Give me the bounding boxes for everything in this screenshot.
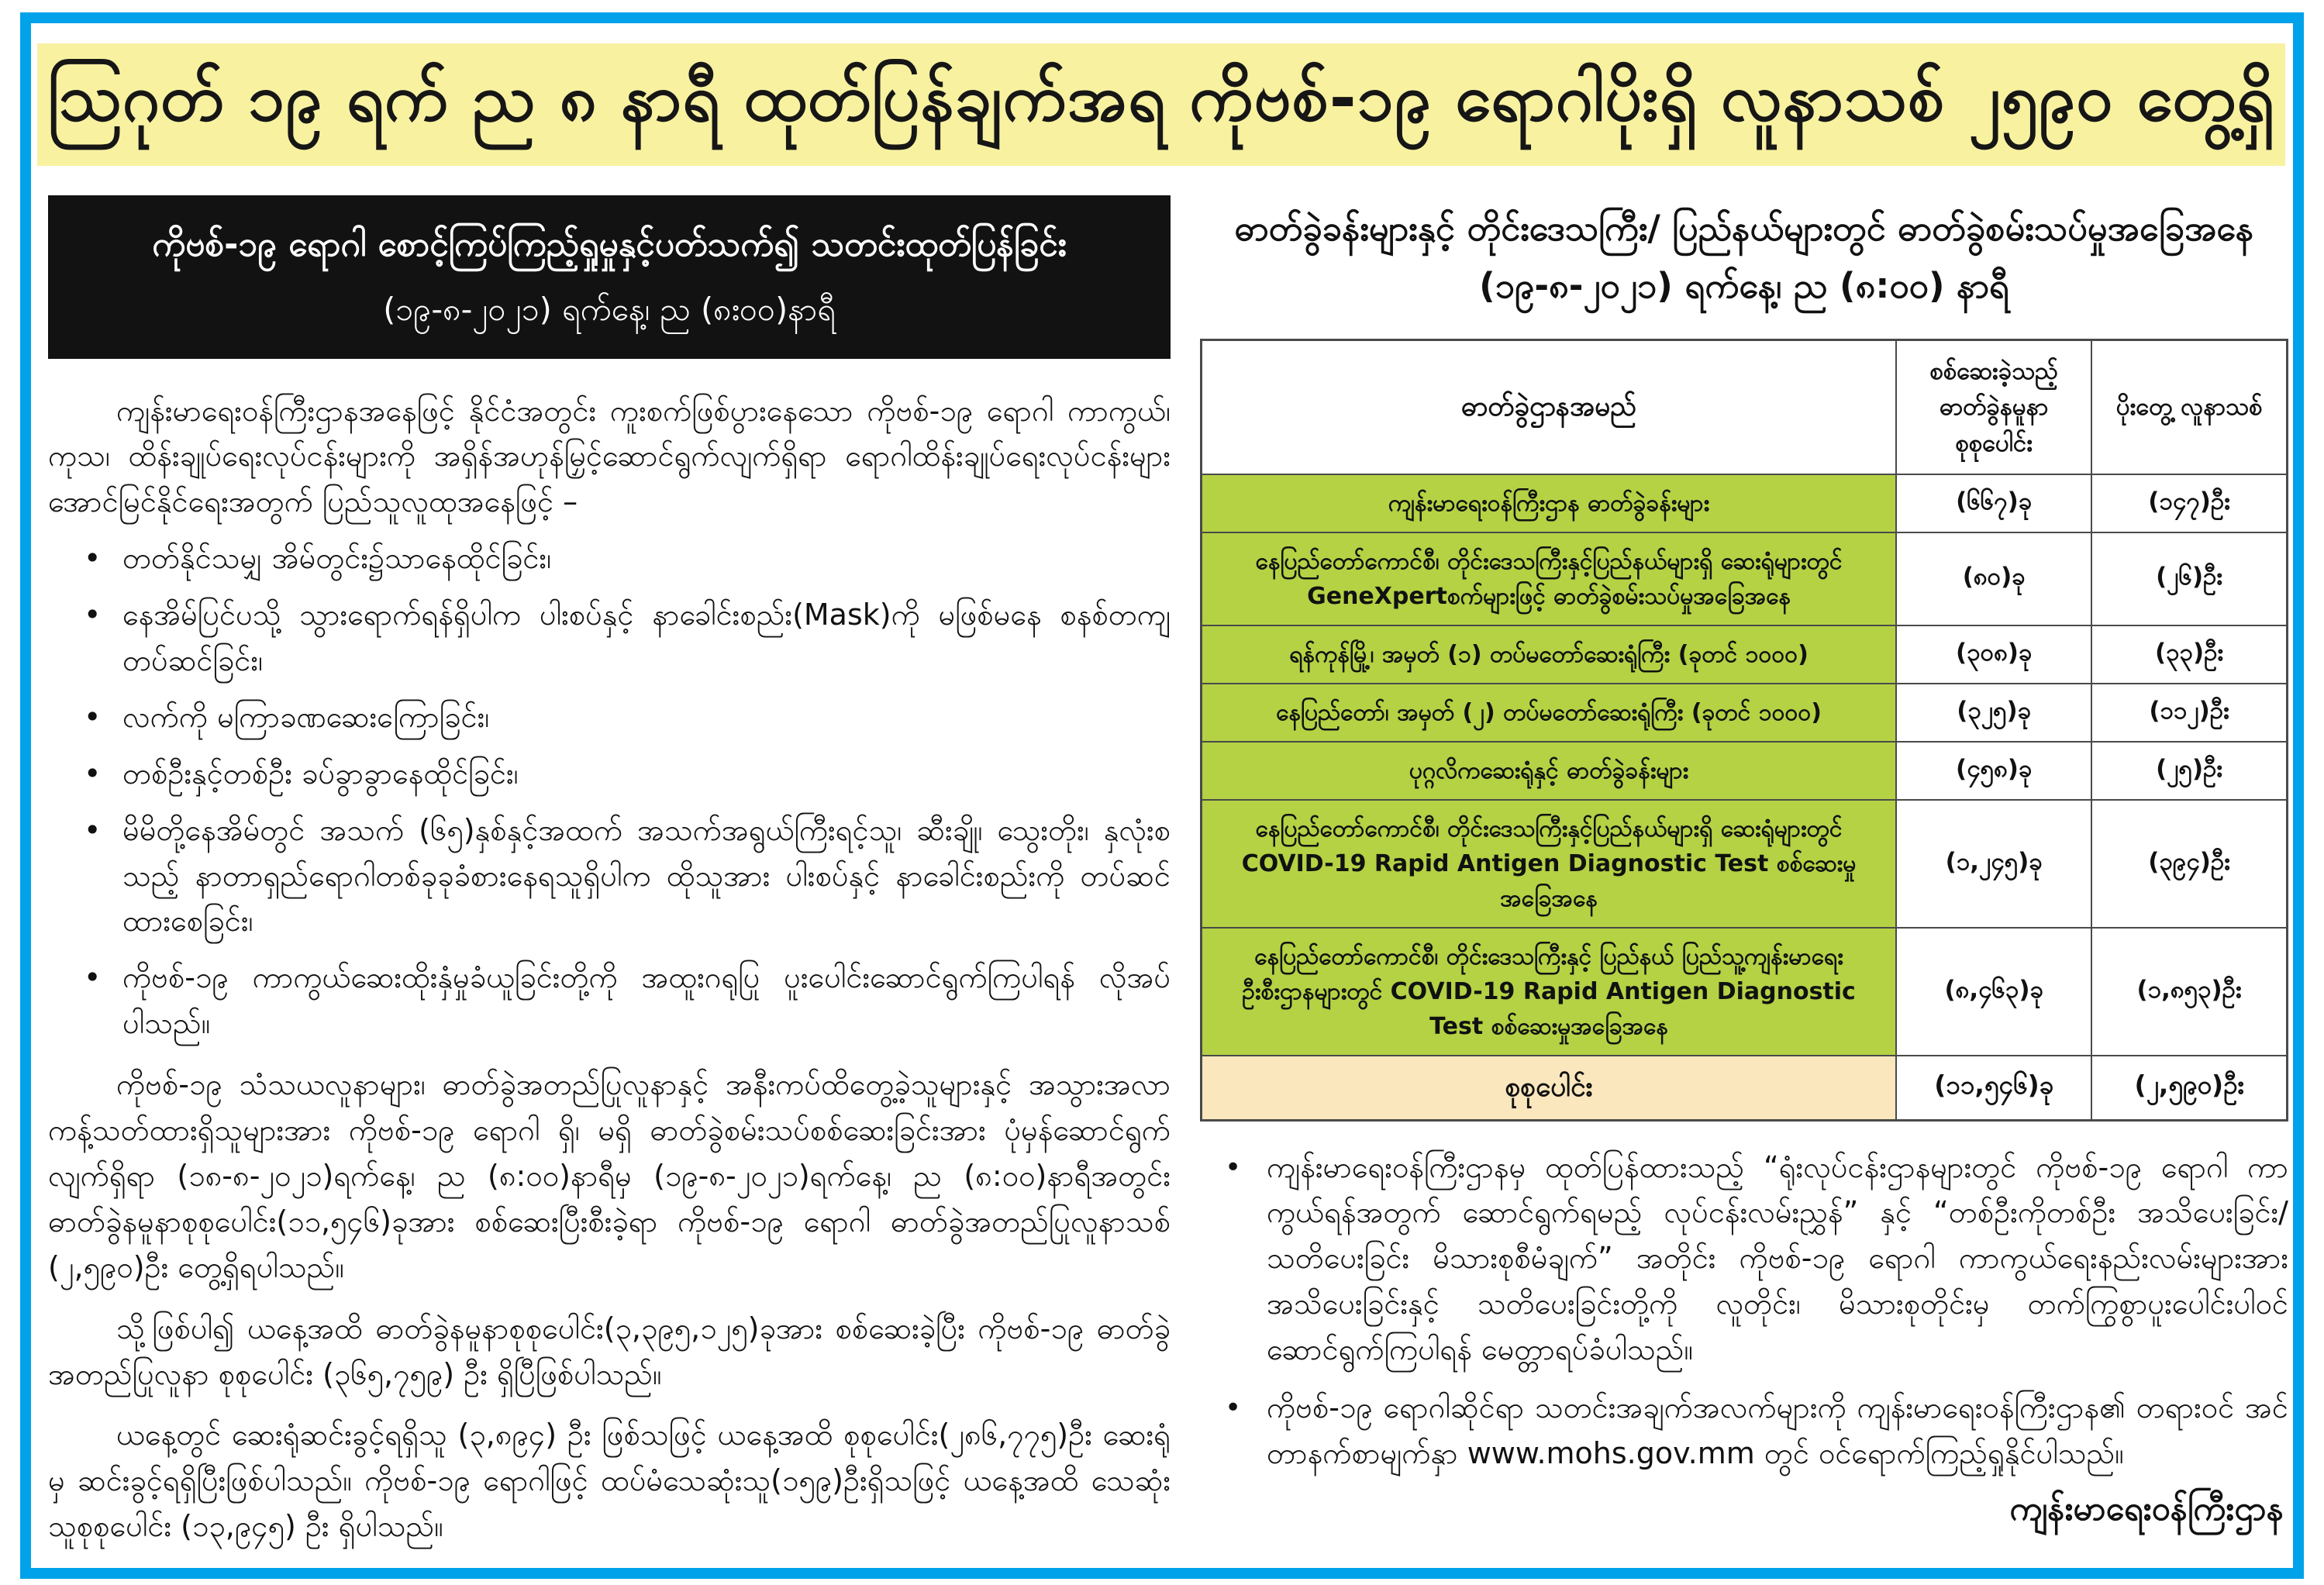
notes-list xyxy=(1200,1145,2288,1476)
samples-cell: (၃၂၅)ခု xyxy=(1896,684,2091,742)
right-column xyxy=(1200,200,2288,1536)
table-header-row xyxy=(1202,339,2288,474)
precaution-item: • ကိုဗစ်-၁၉ ကာကွယ်ဆေးထိုးနှံမှုခံယူခြင်းတို့ကို အထူးဂရုပြု ပူးပေါင်းဆောင်ရွက်ကြပါရန် လိုအပ်ပါသည်။ xyxy=(48,955,1171,1046)
table-title xyxy=(1200,200,2288,315)
samples-cell: (၆၆၇)ခု xyxy=(1896,474,2091,532)
precaution-item: • တစ်ဦးနှင့်တစ်ဦး ခပ်ခွာခွာနေထိုင်ခြင်း၊ xyxy=(48,751,1171,797)
total-samples-cell: (၁၁,၅၄၆)ခု xyxy=(1896,1056,2091,1120)
new-cases-cell: (၂၆)ဦး xyxy=(2091,532,2287,625)
precaution-item: • နေအိမ်ပြင်ပသို့ သွားရောက်ရန်ရှိပါက ပါးစပ်နှင့် နာခေါင်းစည်း(Mask)ကို မဖြစ်မနေ စနစ်တကျ တပ်ဆင်ခြင်း၊ xyxy=(48,592,1171,684)
table-row xyxy=(1202,684,2288,742)
precaution-item: • မိမိတို့နေအိမ်တွင် အသက် (၆၅)နှစ်နှင့်အထက် အသက်အရွယ်ကြီးရင့်သူ၊ ဆီးချို၊ သွေးတိုး၊ နှလုံးစသည့် နာတာရှည်ရောဂါတစ်ခုခုခံစားနေရသူရှိပါက ထိုသူအား ပါးစပ်နှင့် နာခေါင်းစည်းကို တပ်ဆင်ထားစေခြင်း၊ xyxy=(48,808,1171,945)
column-header-lab-name: ဓာတ်ခွဲဌာနအမည် xyxy=(1202,339,1897,474)
column-header-new-positive-cases: ပိုးတွေ့ လူနာသစ် xyxy=(2091,339,2287,474)
lab-name-cell: ရန်ကုန်မြို့၊ အမှတ် (၁) တပ်မတော်ဆေးရုံကြီး (ခုတင် ၁၀၀၀) xyxy=(1202,625,1897,684)
total-label-cell: စုစုပေါင်း xyxy=(1202,1056,1897,1120)
lab-name-cell: နေပြည်တော်၊ အမှတ် (၂) တပ်မတော်ဆေးရုံကြီး (ခုတင် ၁၀၀၀) xyxy=(1202,684,1897,742)
samples-cell: (၁,၂၄၅)ခု xyxy=(1896,800,2091,928)
intro-paragraph: ကျန်းမာရေးဝန်ကြီးဌာနအနေဖြင့် နိုင်ငံအတွင်း ကူးစက်ဖြစ်ပွားနေသော ကိုဗစ်-၁၉ ရောဂါ ကာကွယ်၊ ကုသ၊ ထိန်းချုပ်ရေးလုပ်ငန်းများကို အရှိန်အဟုန်မြှင့်ဆောင်ရွက်လျက်ရှိရာ ရောဂါထိန်းချုပ်ရေးလုပ်ငန်းများ အောင်မြင်နိုင်ရေးအတွက် ပြည်သူလူထုအနေဖြင့် – xyxy=(48,393,1171,519)
new-cases-cell: (၃၉၄)ဦး xyxy=(2091,800,2287,928)
precaution-item: • တတ်နိုင်သမျှ အိမ်တွင်း၌သာနေထိုင်ခြင်း၊ xyxy=(48,536,1171,581)
table-title-line1: ဓာတ်ခွဲခန်းများနှင့် တိုင်းဒေသကြီး/ ပြည်နယ်များတွင် ဓာတ်ခွဲစမ်းသပ်မှုအခြေအနေ xyxy=(1234,208,2254,249)
left-column xyxy=(48,195,1171,1549)
headline-text: ဩဂုတ် ၁၉ ရက် ည ၈ နာရီ ထုတ်ပြန်ချက်အရ ကိုဗစ်-၁၉ ရောဂါပိုးရှိ လူနာသစ် ၂၅၉၀ တွေ့ရှိ xyxy=(47,60,2275,136)
lab-name-cell: နေပြည်တော်ကောင်စီ၊ တိုင်းဒေသကြီးနှင့်ပြည်နယ်များရှိ ဆေးရုံများတွင် COVID-19 Rapid Antigen Diagnostic Test စစ်ဆေးမှုအခြေအနေ xyxy=(1202,800,1897,928)
table-row xyxy=(1202,474,2288,532)
total-new-cases-cell: (၂,၅၉၀)ဦး xyxy=(2091,1056,2287,1120)
table-total-row xyxy=(1202,1056,2288,1120)
table-row xyxy=(1202,625,2288,684)
precaution-list xyxy=(48,536,1171,1046)
new-cases-cell: (၂၅)ဦး xyxy=(2091,742,2287,800)
press-release-title: ကိုဗစ်-၁၉ ရောဂါ စောင့်ကြပ်ကြည့်ရှုမှုနှင့်ပတ်သက်၍ သတင်းထုတ်ပြန်ခြင်း xyxy=(152,225,1067,264)
signature: ကျန်းမာရေးဝန်ကြီးဌာန xyxy=(2009,1489,2284,1528)
lab-name-cell: ကျန်းမာရေးဝန်ကြီးဌာန ဓာတ်ခွဲခန်းများ xyxy=(1202,474,1897,532)
new-cases-cell: (၁၄၇)ဦး xyxy=(2091,474,2287,532)
precaution-item: • လက်ကို မကြာခဏဆေးကြောခြင်း၊ xyxy=(48,694,1171,740)
headline-banner xyxy=(37,43,2285,166)
lab-name-cell: နေပြည်တော်ကောင်စီ၊ တိုင်းဒေသကြီးနှင့်ပြည်နယ်များရှိ ဆေးရုံများတွင် GeneXpertစက်များဖြင့် ဓာတ်ခွဲစမ်းသပ်မှုအခြေအနေ xyxy=(1202,532,1897,625)
cumulative-testing-paragraph: သို့ဖြစ်ပါ၍ ယနေ့အထိ ဓာတ်ခွဲနမူနာစုစုပေါင်း(၃,၃၉၅,၁၂၅)ခုအား စစ်ဆေးခဲ့ပြီး ကိုဗစ်-၁၉ ဓာတ်ခွဲ အတည်ပြုလူနာ စုစုပေါင်း (၃၆၅,၇၅၉) ဦး ရှိပြီဖြစ်ပါသည်။ xyxy=(48,1311,1171,1391)
lab-name-cell: နေပြည်တော်ကောင်စီ၊ တိုင်းဒေသကြီးနှင့် ပြည်နယ် ပြည်သူ့ကျန်းမာရေးဦးစီးဌာနများတွင် COVID-19 Rapid Antigen Diagnostic Test စစ်ဆေးမှုအခြေအနေ xyxy=(1202,928,1897,1056)
new-cases-cell: (၁၁၂)ဦး xyxy=(2091,684,2287,742)
press-release-title-box xyxy=(48,195,1171,359)
press-release-datetime: (၁၉-၈-၂၀၂၁) ရက်နေ့၊ ည (၈း၀၀)နာရီ xyxy=(383,291,836,329)
lab-testing-table xyxy=(1200,339,2288,1122)
table-title-line2: (၁၉-၈-၂၀၂၁) ရက်နေ့၊ ည (၈:၀၀) နာရီ xyxy=(1479,265,2009,307)
column-header-samples-tested: စစ်ဆေးခဲ့သည့် ဓာတ်ခွဲနမူနာ စုစုပေါင်း xyxy=(1896,339,2091,474)
table-row xyxy=(1202,532,2288,625)
table-row xyxy=(1202,742,2288,800)
samples-cell: (၄၅၈)ခု xyxy=(1896,742,2091,800)
note-item: • ကိုဗစ်-၁၉ ရောဂါဆိုင်ရာ သတင်းအချက်အလက်များကို ကျန်းမာရေးဝန်ကြီးဌာန၏ တရားဝင် အင်တာနက်စာမျက်နှာ www.mohs.gov.mm တွင် ဝင်ရောက်ကြည့်ရှုနိုင်ပါသည်။ xyxy=(1200,1385,2288,1476)
table-row xyxy=(1202,800,2288,928)
new-cases-cell: (၃၃)ဦး xyxy=(2091,625,2287,684)
samples-cell: (၈,၄၆၃)ခု xyxy=(1896,928,2091,1056)
samples-cell: (၈၀)ခု xyxy=(1896,532,2091,625)
lab-name-cell: ပုဂ္ဂလိကဆေးရုံနှင့် ဓာတ်ခွဲခန်းများ xyxy=(1202,742,1897,800)
note-item: • ကျန်းမာရေးဝန်ကြီးဌာနမှ ထုတ်ပြန်ထားသည့် “ရုံးလုပ်ငန်းဌာနများတွင် ကိုဗစ်-၁၉ ရောဂါ ကာကွယ်ရန်အတွက် ဆောင်ရွက်ရမည့် လုပ်ငန်းလမ်းညွှန်” နှင့် “တစ်ဦးကိုတစ်ဦး အသိပေးခြင်း/ သတိပေးခြင်း မိသားစုစီမံချက်” အတိုင်း ကိုဗစ်-၁၉ ရောဂါ ကာကွယ်ရေးနည်းလမ်းများအား အသိပေးခြင်းနှင့် သတိပေးခြင်းတို့ကို လူတိုင်း၊ မိသားစုတိုင်းမှ တက်ကြွစွာပူးပေါင်းပါဝင် ဆောင်ရွက်ကြပါရန် မေတ္တာရပ်ခံပါသည်။ xyxy=(1200,1145,2288,1373)
discharge-death-paragraph: ယနေ့တွင် ဆေးရုံဆင်းခွင့်ရရှိသူ (၃,၈၉၄) ဦး ဖြစ်သဖြင့် ယနေ့အထိ စုစုပေါင်း(၂၈၆,၇၇၅)ဦး ဆေးရုံမှ ဆင်းခွင့်ရရှိပြီးဖြစ်ပါသည်။ ကိုဗစ်-၁၉ ရောဂါဖြင့် ထပ်မံသေဆုံးသူ(၁၅၉)ဦးရှိသဖြင့် ယနေ့အထိ သေဆုံးသူစုစုပေါင်း (၁၃,၉၄၅) ဦး ရှိပါသည်။ xyxy=(48,1418,1171,1544)
daily-testing-paragraph: ကိုဗစ်-၁၉ သံသယလူနာများ၊ ဓာတ်ခွဲအတည်ပြုလူနာနှင့် အနီးကပ်ထိတွေ့ခဲ့သူများနှင့် အသွားအလာ ကန့်သတ်ထားရှိသူများအား ကိုဗစ်-၁၉ ရောဂါ ရှိ၊ မရှိ ဓာတ်ခွဲစမ်းသပ်စစ်ဆေးခြင်းအား ပုံမှန်ဆောင်ရွက်လျက်ရှိရာ (၁၈-၈-၂၀၂၁)ရက်နေ့၊ ည (၈:၀၀)နာရီမှ (၁၉-၈-၂၀၂၁)ရက်နေ့၊ ည (၈:၀၀)နာရီအတွင်း ဓာတ်ခွဲနမူနာစုစုပေါင်း(၁၁,၅၄၆)ခုအား စစ်ဆေးပြီးစီးခဲ့ရာ ကိုဗစ်-၁၉ ရောဂါ ဓာတ်ခွဲအတည်ပြုလူနာသစ် (၂,၅၉၀)ဦး တွေ့ရှိရပါသည်။ xyxy=(48,1067,1171,1284)
new-cases-cell: (၁,၈၅၃)ဦး xyxy=(2091,928,2287,1056)
samples-cell: (၃၀၈)ခု xyxy=(1896,625,2091,684)
table-row xyxy=(1202,928,2288,1056)
